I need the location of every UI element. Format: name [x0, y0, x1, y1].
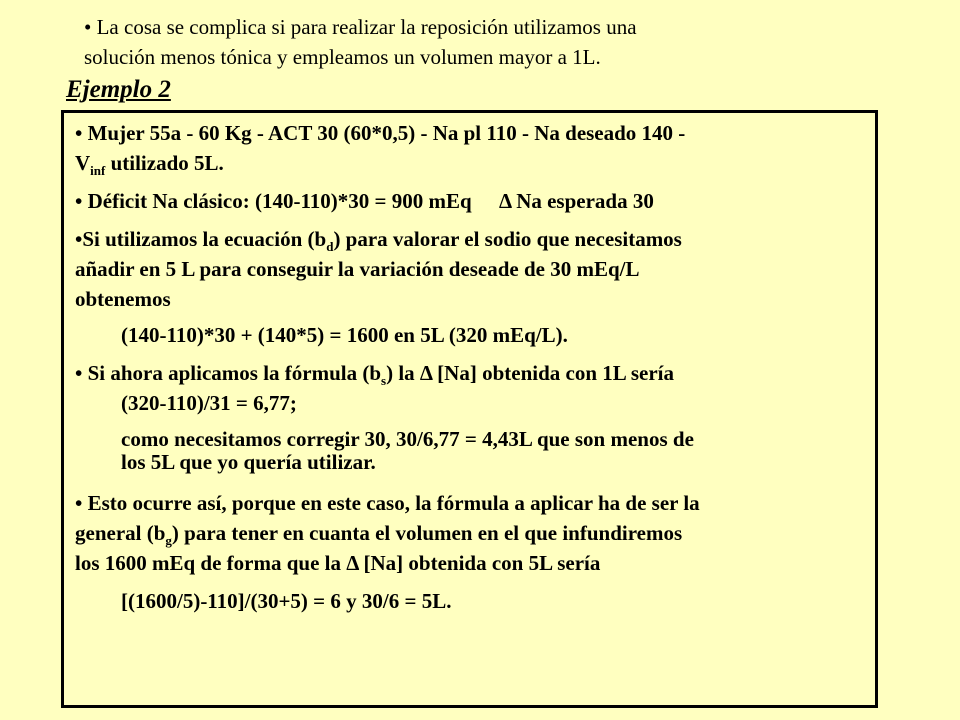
intro-line-2: solución menos tónica y empleamos un volumen mayor a 1L.: [84, 45, 601, 69]
bullet-5-line-2b: ) para tener en cuanta el volumen en el que infundiremos: [171, 521, 683, 545]
bullet-deficit: [75, 186, 875, 216]
bullet-5-line-2a: general (b: [75, 521, 166, 545]
bullet-3-text: •Si utilizamos la ecuación (b: [75, 227, 327, 251]
intro-line-1: • La cosa se complica si para realizar la reposición utilizamos una: [84, 15, 637, 39]
bullet-4-text: • Si ahora aplicamos la fórmula (b: [75, 361, 382, 385]
bullet-3-sub: d: [326, 239, 334, 255]
bullet-4-line-3: como necesitamos corregir 30, 30/6,77 = 4,43L que son menos de: [121, 427, 694, 451]
formula-3: [(1600/5)-110]/(30+5) = 6 y 30/6 = 5L.: [121, 589, 452, 613]
bullet-3-line-3: obtenemos: [75, 287, 171, 311]
bullet-1-sub: inf: [90, 163, 106, 179]
bullet-general-formula: [75, 488, 875, 578]
bullet-5-text: • Esto ocurre así, porque en este caso, la fórmula a aplicar ha de ser la: [75, 491, 700, 515]
bullet-4-text-b: ) la Δ [Na] obtenida con 1L sería: [386, 361, 675, 385]
bullet-4-conclusion: [75, 428, 875, 474]
bullet-2-delta: Δ Na esperada 30: [498, 189, 654, 213]
bullet-5-sub: g: [165, 533, 172, 549]
bullet-equation-bd: [75, 224, 875, 314]
bullet-4-line-4: los 5L que yo quería utilizar.: [121, 450, 376, 474]
bullet-3-line-2: añadir en 5 L para conseguir la variación deseade de 30 mEq/L: [75, 257, 640, 281]
bullet-1-v: V: [75, 151, 91, 175]
bullet-4-sub: s: [381, 373, 387, 389]
bullet-5-line-3: los 1600 mEq de forma que la Δ [Na] obtenida con 5L sería: [75, 551, 601, 575]
intro-text: [84, 12, 944, 72]
example-content: [75, 118, 875, 616]
bullet-1-end: utilizado 5L.: [105, 151, 224, 175]
bullet-formula-bs: [75, 358, 875, 388]
formula-2: (320-110)/31 = 6,77;: [121, 391, 297, 415]
bullet-2-text: • Déficit Na clásico: (140-110)*30 = 900 mEq: [75, 189, 472, 213]
bullet-3-text-b: ) para valorar el sodio que necesitamos: [333, 227, 682, 251]
example-heading: Ejemplo 2: [66, 76, 171, 103]
formula-1: (140-110)*30 + (140*5) = 1600 en 5L (320 mEq/L).: [121, 323, 568, 347]
bullet-1-text: • Mujer 55a - 60 Kg - ACT 30 (60*0,5) - Na pl 110 - Na deseado 140 -: [75, 121, 686, 145]
bullet-patient-data: [75, 118, 875, 178]
